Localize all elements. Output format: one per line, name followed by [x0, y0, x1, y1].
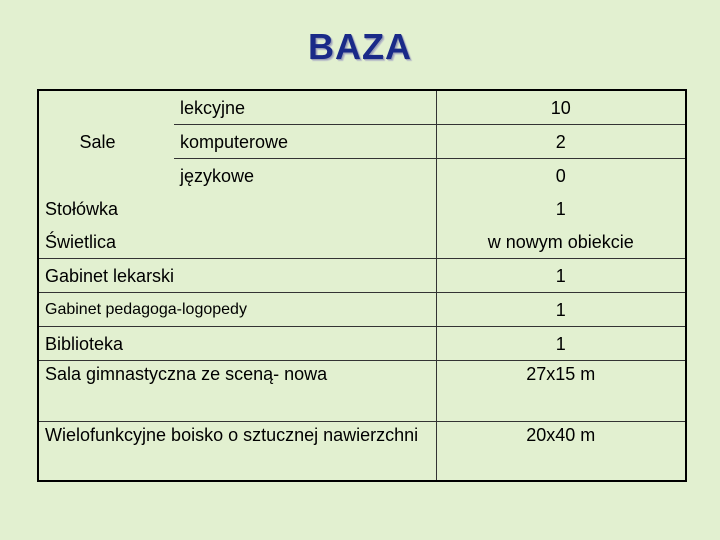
table-row	[38, 327, 686, 361]
row-value: 27x15 m	[436, 361, 686, 422]
table-row	[38, 225, 686, 259]
row-label: Biblioteka	[38, 327, 436, 361]
sale-type-value: 0	[436, 159, 686, 193]
row-label: Gabinet pedagoga-logopedy	[38, 293, 436, 327]
page-title: BAZA	[308, 26, 412, 67]
table-row	[38, 293, 686, 327]
table-row	[38, 259, 686, 293]
sale-type-value: 10	[436, 90, 686, 125]
table-row	[38, 422, 686, 482]
table-row	[38, 192, 686, 225]
row-value: 1	[436, 293, 686, 327]
row-label: Gabinet lekarski	[38, 259, 436, 293]
sale-type-label: komputerowe	[174, 125, 436, 159]
facilities-table	[37, 89, 687, 482]
row-label: Wielofunkcyjne boisko o sztucznej nawierzchni	[38, 422, 436, 482]
row-value: w nowym obiekcie	[436, 225, 686, 259]
table-row	[38, 361, 686, 422]
row-label: Świetlica	[45, 231, 117, 252]
row-label: Stołówka	[45, 198, 119, 219]
row-value: 1	[436, 192, 686, 225]
row-value: 20x40 m	[436, 422, 686, 482]
sale-type-label: lekcyjne	[180, 97, 246, 118]
row-value: 1	[436, 259, 686, 293]
table-row	[38, 90, 686, 125]
row-value: 1	[436, 327, 686, 361]
sale-type-value: 2	[436, 125, 686, 159]
sale-label: Sale	[79, 131, 116, 152]
row-label: Sala gimnastyczna ze sceną- nowa	[38, 361, 436, 422]
sale-type-label: językowe	[174, 159, 436, 193]
